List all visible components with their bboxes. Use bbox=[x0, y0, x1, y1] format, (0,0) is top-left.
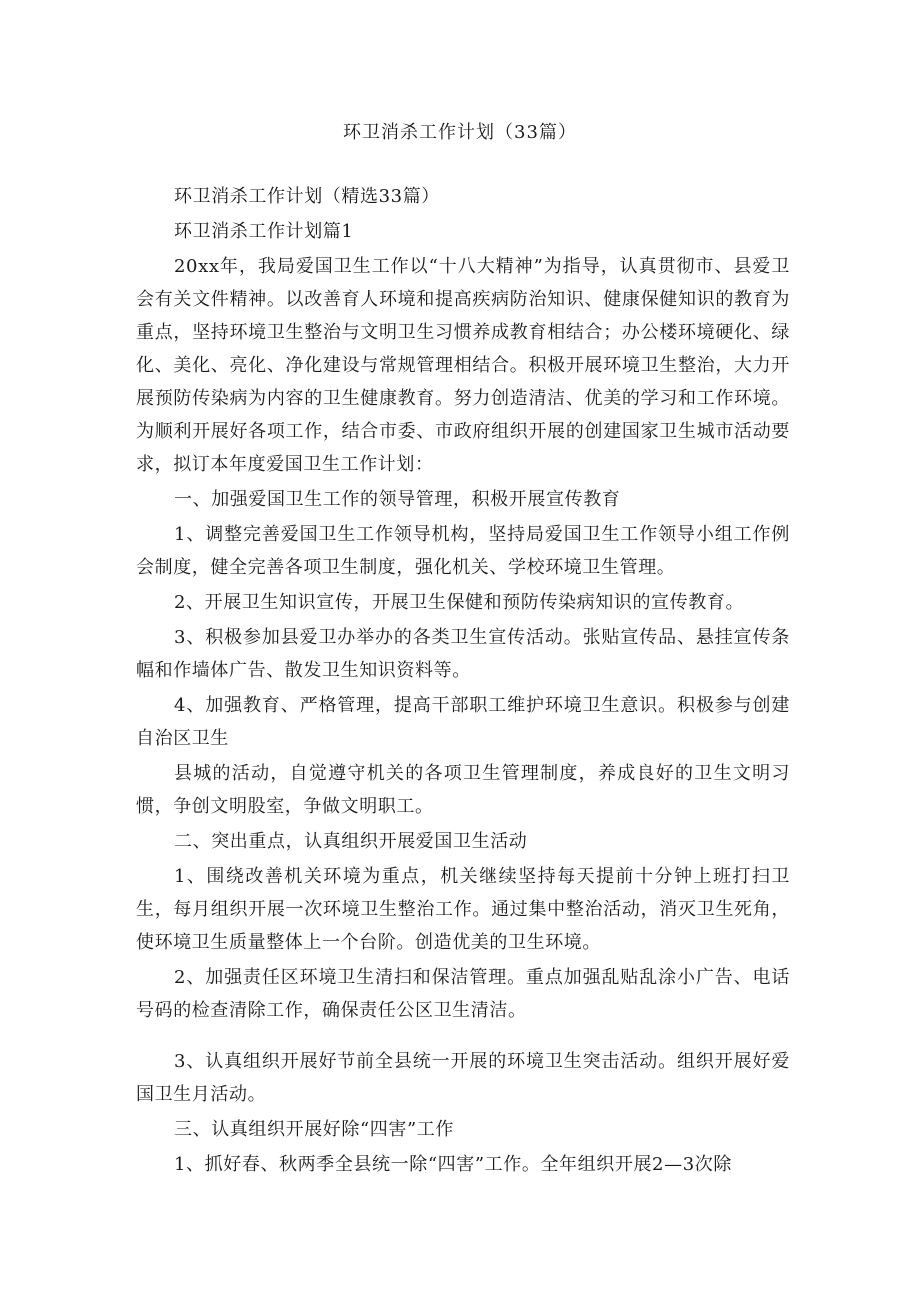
paragraph: 4、加强教育、严格管理，提高干部职工维护环境卫生意识。积极参与创建自治区卫生 bbox=[136, 695, 790, 749]
section-heading: 一、加强爱国卫生工作的领导管理，积极开展宣传教育 bbox=[174, 489, 621, 510]
section-heading: 三、认真组织开展好除“四害”工作 bbox=[174, 1119, 455, 1140]
paragraph: 20xx年，我局爱国卫生工作以“十八大精神”为指导，认真贯彻市、县爱卫会有关文件精神。以改善育人环境和提高疾病防治知识、健康保健知识的教育为重点，坚持环境卫生整治与文明卫生习惯养成教育相结合；办公楼环境硬化、绿化、美化、亮化、净化建设与常规管理相结合。积极开展环境卫生整治，大力开展预防传染病为内容的卫生健康教育。努力创造清洁、优美的学习和工作环境。为顺利开展好各项工作，结合市委、市政府组织开展的创建国家卫生城市活动要求，拟订本年度爱国卫生工作计划： bbox=[136, 256, 790, 475]
section-heading: 环卫消杀工作计划篇1 bbox=[174, 221, 354, 242]
paragraph: 2、开展卫生知识宣传，开展卫生保健和预防传染病知识的宣传教育。 bbox=[174, 592, 745, 613]
paragraph: 县城的活动，自觉遵守机关的各项卫生管理制度，养成良好的卫生文明习惯，争创文明股室，争做文明职工。 bbox=[136, 763, 790, 817]
section-heading: 二、突出重点，认真组织开展爱国卫生活动 bbox=[174, 831, 528, 852]
paragraph: 2、加强责任区环境卫生清扫和保洁管理。重点加强乱贴乱涂小广告、电话号码的检查清除工作，确保责任公区卫生清洁。 bbox=[136, 967, 790, 1021]
paragraph: 1、围绕改善机关环境为重点，机关继续坚持每天提前十分钟上班打扫卫生，每月组织开展一次环境卫生整治工作。通过集中整治活动，消灭卫生死角，使环境卫生质量整体上一个台阶。创造优美的卫生环境。 bbox=[136, 866, 790, 953]
paragraph: 3、积极参加县爱卫办举办的各类卫生宣传活动。张贴宣传品、悬挂宣传条幅和作墙体广告、散发卫生知识资料等。 bbox=[136, 627, 790, 681]
paragraph: 1、调整完善爱国卫生工作领导机构，坚持局爱国卫生工作领导小组工作例会制度，健全完善各项卫生制度，强化机关、学校环境卫生管理。 bbox=[136, 524, 790, 578]
document-title: 环卫消杀工作计划（33篇） bbox=[343, 122, 577, 143]
paragraph: 1、抓好春、秋两季全县统一除“四害”工作。全年组织开展2—3次除 bbox=[174, 1154, 732, 1175]
document-body bbox=[136, 180, 790, 1183]
paragraph: 3、认真组织开展好节前全县统一开展的环境卫生突击活动。组织开展好爱国卫生月活动。 bbox=[136, 1051, 790, 1105]
subtitle: 环卫消杀工作计划（精选33篇） bbox=[174, 186, 440, 207]
